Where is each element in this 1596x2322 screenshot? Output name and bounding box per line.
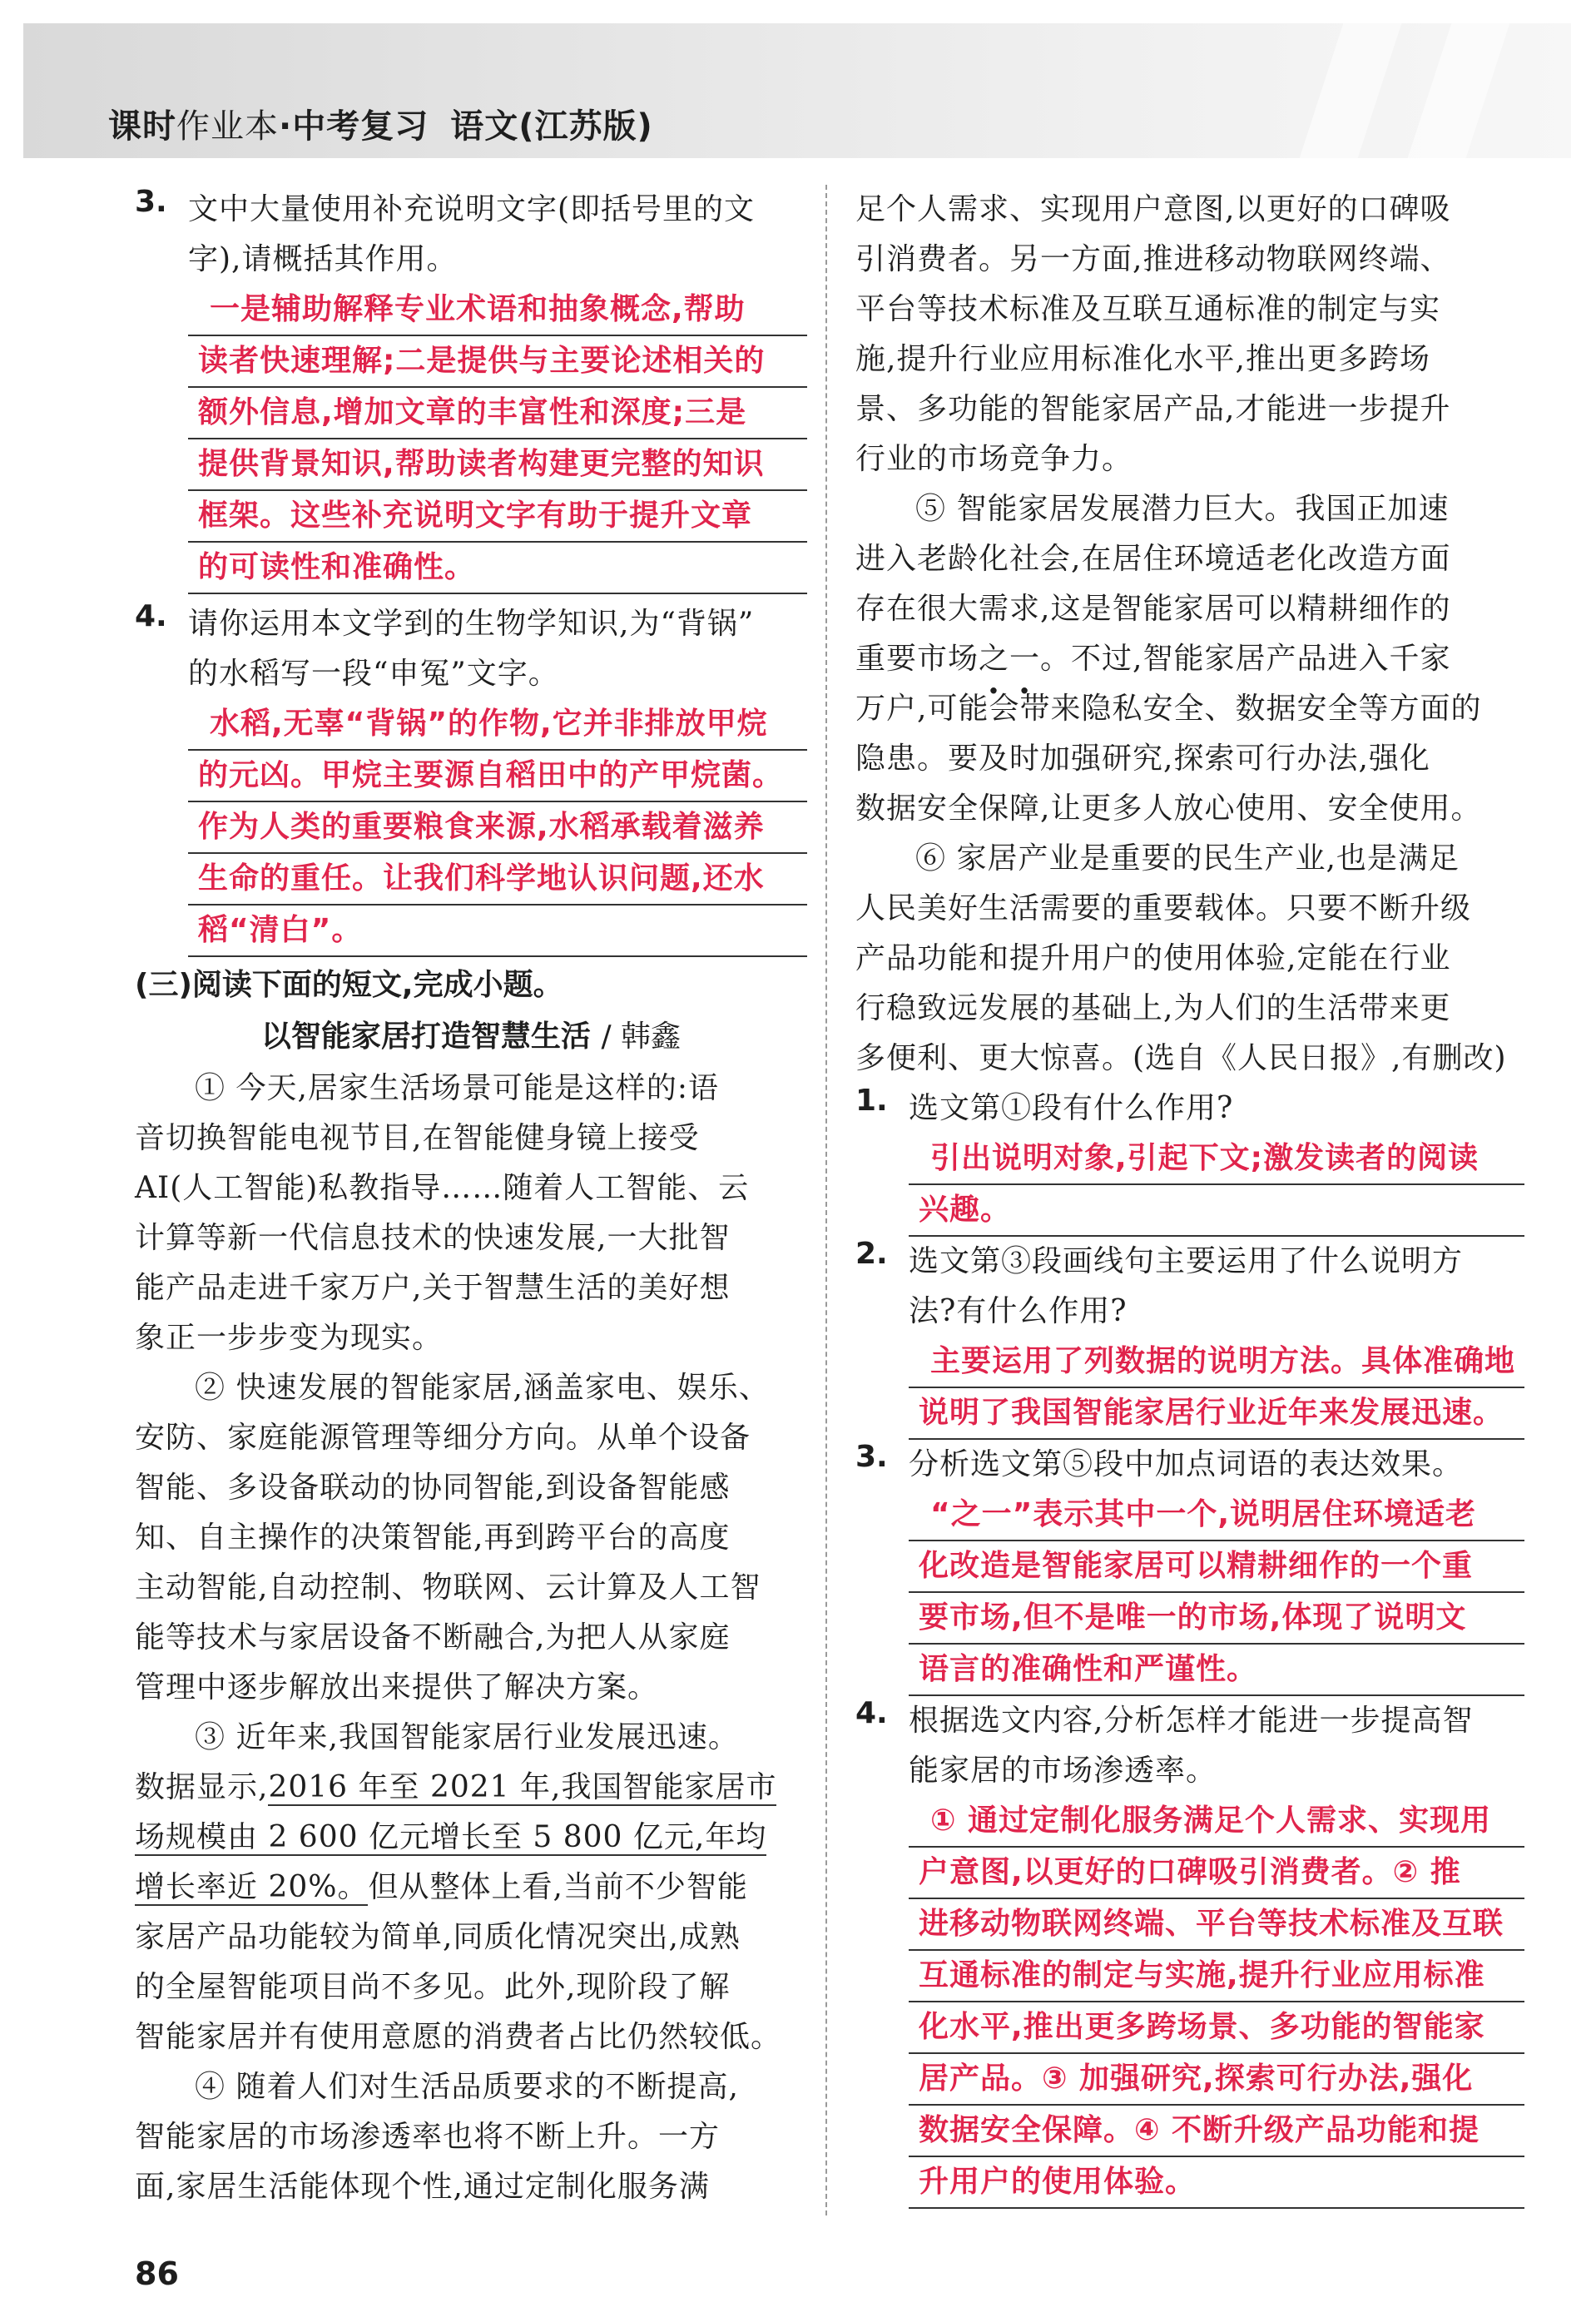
article-author: / 韩鑫 — [601, 1020, 682, 1054]
text-line: ② 快速发展的智能家居,涵盖家电、娱乐、 — [195, 1371, 770, 1405]
answer-line: 兴趣。 — [909, 1185, 1524, 1237]
paragraph-2 — [135, 1363, 807, 1713]
text-line: ⑥ 家居产业是重要的民生产业,也是满足 — [915, 841, 1460, 876]
text-line: 多便利、更大惊喜。(选自《人民日报》,有删改) — [855, 1041, 1507, 1075]
answer-line: 要市场,但不是唯一的市场,体现了说明文 — [909, 1593, 1524, 1645]
question-number: 3. — [855, 1440, 888, 1474]
left-column — [135, 185, 807, 2212]
answer-line: 提供背景知识,帮助读者构建更完整的知识 — [188, 439, 807, 491]
answer-line: 一是辅助解释专业术语和抽象概念,帮助 — [188, 285, 807, 336]
text-span: 重要市场 — [855, 642, 979, 676]
page-header — [23, 23, 1571, 158]
answer-line: 语言的准确性和严谨性。 — [909, 1645, 1524, 1696]
question-r3 — [855, 1440, 1524, 1490]
answer-line: 稻“清白”。 — [188, 905, 807, 957]
answer-r2 — [909, 1337, 1524, 1440]
text-line — [135, 1813, 807, 1863]
text-line — [855, 634, 1524, 684]
question-text: 文中大量使用补充说明文字(即括号里的文 — [188, 192, 756, 226]
answer-line: 的元凶。甲烷主要源自稻田中的产甲烷菌。 — [188, 751, 807, 802]
text-line: 智能家居的市场渗透率也将不断上升。一方 — [135, 2120, 721, 2154]
answer-r3 — [909, 1490, 1524, 1696]
text-line — [135, 1763, 807, 1813]
text-line: 知、自主操作的决策智能,再到跨平台的高度 — [135, 1521, 731, 1555]
section-heading: (三)阅读下面的短文,完成小题。 — [135, 968, 563, 1002]
text-line: 景、多功能的智能家居产品,才能进一步提升 — [855, 392, 1451, 426]
text-line: 足个人需求、实现用户意图,以更好的口碑吸 — [855, 192, 1451, 226]
text-line: 主动智能,自动控制、物联网、云计算及人工智 — [135, 1570, 761, 1605]
text-line: 行业的市场竞争力。 — [855, 442, 1133, 476]
text-span: 课时 — [108, 107, 176, 146]
header-decoration — [1300, 23, 1402, 158]
text-line: ③ 近年来,我国智能家居行业发展迅速。 — [195, 1720, 739, 1754]
text-line: 能等技术与家居设备不断融合,为把人从家庭 — [135, 1620, 731, 1655]
text-span: ·中考复习 — [279, 107, 429, 146]
answer-line: 户意图,以更好的口碑吸引消费者。② 推 — [909, 1848, 1524, 1899]
question-number: 4. — [855, 1696, 888, 1730]
underlined-sentence: 2016 年至 2021 年,我国智能家居市 — [268, 1770, 777, 1804]
question-number: 3. — [135, 185, 167, 219]
question-r1 — [855, 1084, 1524, 1134]
question-text: 选文第③段画线句主要运用了什么说明方 — [909, 1244, 1464, 1278]
text-line: 象正一步步变为现实。 — [135, 1321, 444, 1355]
question-text: 根据选文内容,分析怎样才能进一步提高智 — [909, 1704, 1474, 1738]
question-text: 字),请概括其作用。 — [188, 242, 458, 276]
answer-r1 — [909, 1134, 1524, 1237]
text-line: AI(人工智能)私教指导……随着人工智能、云 — [135, 1171, 750, 1205]
answer-line: 互通标准的制定与实施,提升行业应用标准 — [909, 1951, 1524, 2002]
question-text: 能家居的市场渗透率。 — [909, 1754, 1217, 1788]
question-number: 4. — [135, 599, 167, 633]
text-line — [135, 1863, 807, 1913]
question-text: 法?有什么作用? — [909, 1294, 1128, 1328]
text-line: ⑤ 智能家居发展潜力巨大。我国正加速 — [915, 492, 1450, 526]
question-text: 请你运用本文学到的生物学知识,为“背锅” — [188, 607, 755, 641]
text-line: ④ 随着人们对生活品质要求的不断提高, — [195, 2070, 739, 2104]
text-line: 隐患。要及时加强研究,探索可行办法,强化 — [855, 742, 1430, 776]
text-line: 面,家居生活能体现个性,通过定制化服务满 — [135, 2170, 710, 2204]
paragraph-5 — [855, 484, 1524, 834]
answer-line: 额外信息,增加文章的丰富性和深度;三是 — [188, 388, 807, 439]
text-line: 产品功能和提升用户的使用体验,定能在行业 — [855, 941, 1451, 975]
text-line: 的全屋智能项目尚不多见。此外,现阶段了解 — [135, 1970, 731, 2004]
answer-line: ① 通过定制化服务满足个人需求、实现用 — [909, 1796, 1524, 1848]
answer-line: 生命的重任。让我们科学地认识问题,还水 — [188, 854, 807, 905]
underlined-sentence: 增长率近 20%。 — [135, 1870, 369, 1904]
question-text: 分析选文第⑤段中加点词语的表达效果。 — [909, 1447, 1464, 1481]
answer-3 — [188, 285, 807, 594]
answer-line: 框架。这些补充说明文字有助于提升文章 — [188, 491, 807, 543]
text-span: 但从整体上看,当前不少智能 — [368, 1870, 748, 1904]
emphasis-dot-word: 之 — [979, 642, 1010, 676]
question-number: 1. — [855, 1084, 888, 1118]
header-decoration — [1408, 23, 1510, 158]
question-r4 — [855, 1696, 1524, 1796]
text-line: 音切换智能电视节目,在智能健身镜上接受 — [135, 1121, 700, 1155]
text-line: 安防、家庭能源管理等细分方向。从单个设备 — [135, 1421, 751, 1455]
emphasis-dot-word: 一 — [1009, 642, 1041, 676]
question-r2 — [855, 1237, 1524, 1337]
text-span: 语文(江苏版) — [450, 107, 653, 146]
answer-line: 的可读性和准确性。 — [188, 543, 807, 594]
text-line: 进入老龄化社会,在居住环境适老化改造方面 — [855, 542, 1451, 576]
paragraph-3 — [135, 1713, 807, 2062]
answer-line: 主要运用了列数据的说明方法。具体准确地 — [909, 1337, 1524, 1388]
answer-line: 引出说明对象,引起下文;激发读者的阅读 — [909, 1134, 1524, 1185]
answer-line: 水稻,无辜“背锅”的作物,它并非排放甲烷 — [188, 699, 807, 751]
text-span: 。不过,智能家居产品进入千家 — [1040, 642, 1451, 676]
text-line: 人民美好生活需要的重要载体。只要不断升级 — [855, 891, 1472, 925]
text-span: 数据显示, — [135, 1770, 269, 1804]
question-4 — [135, 599, 807, 699]
text-line: 存在很大需求,这是智能家居可以精耕细作的 — [855, 592, 1451, 626]
text-line: 家居产品功能较为简单,同质化情况突出,成熟 — [135, 1920, 741, 1954]
answer-r4 — [909, 1796, 1524, 2209]
text-span: 作业本 — [176, 107, 279, 146]
question-3 — [135, 185, 807, 285]
text-line: 施,提升行业应用标准化水平,推出更多跨场 — [855, 342, 1430, 376]
column-divider — [825, 185, 828, 2215]
book-title — [108, 100, 653, 147]
paragraph-1 — [135, 1064, 807, 1363]
paragraph-4 — [135, 2062, 807, 2212]
text-line: 智能、多设备联动的协同智能,到设备智能感 — [135, 1471, 731, 1505]
text-span: 以智能家居打造智慧生活 — [260, 1020, 591, 1054]
paragraph-6 — [855, 834, 1524, 1084]
underlined-sentence: 场规模由 2 600 亿元增长至 5 800 亿元,年均 — [135, 1820, 767, 1854]
answer-line: 说明了我国智能家居行业近年来发展迅速。 — [909, 1388, 1524, 1440]
text-line: 数据安全保障,让更多人放心使用、安全使用。 — [855, 791, 1482, 826]
answer-line: 化水平,推出更多跨场景、多功能的智能家 — [909, 2002, 1524, 2054]
paragraph-4-continued — [855, 185, 1524, 484]
text-line: 行稳致远发展的基础上,为人们的生活带来更 — [855, 991, 1451, 1025]
text-line: 计算等新一代信息技术的快速发展,一大批智 — [135, 1221, 731, 1255]
text-line: 能产品走进千家万户,关于智慧生活的美好想 — [135, 1271, 731, 1305]
answer-line: “之一”表示其中一个,说明居住环境适老 — [909, 1490, 1524, 1541]
text-line: 智能家居并有使用意愿的消费者占比仍然较低。 — [135, 2020, 782, 2054]
question-number: 2. — [855, 1237, 888, 1271]
text-line: 引消费者。另一方面,推进移动物联网终端、 — [855, 242, 1451, 276]
answer-line: 居产品。③ 加强研究,探索可行办法,强化 — [909, 2054, 1524, 2106]
text-line: 万户,可能会带来隐私安全、数据安全等方面的 — [855, 692, 1482, 726]
answer-line: 进移动物联网终端、平台等技术标准及互联 — [909, 1899, 1524, 1951]
article-title — [135, 1010, 807, 1064]
answer-line: 数据安全保障。④ 不断升级产品功能和提 — [909, 2106, 1524, 2157]
text-line: 平台等技术标准及互联互通标准的制定与实 — [855, 292, 1441, 326]
answer-4 — [188, 699, 807, 957]
answer-line: 读者快速理解;二是提供与主要论述相关的 — [188, 336, 807, 388]
text-line: ① 今天,居家生活场景可能是这样的:语 — [195, 1071, 720, 1105]
page-number: 86 — [135, 2255, 179, 2292]
question-text: 的水稻写一段“申冤”文字。 — [188, 657, 559, 691]
answer-line: 升用户的使用体验。 — [909, 2157, 1524, 2209]
answer-line: 作为人类的重要粮食来源,水稻承载着滋养 — [188, 802, 807, 854]
answer-line: 化改造是智能家居可以精耕细作的一个重 — [909, 1541, 1524, 1593]
right-column — [855, 185, 1524, 2209]
question-text: 选文第①段有什么作用? — [909, 1091, 1234, 1125]
text-line: 管理中逐步解放出来提供了解决方案。 — [135, 1670, 659, 1704]
